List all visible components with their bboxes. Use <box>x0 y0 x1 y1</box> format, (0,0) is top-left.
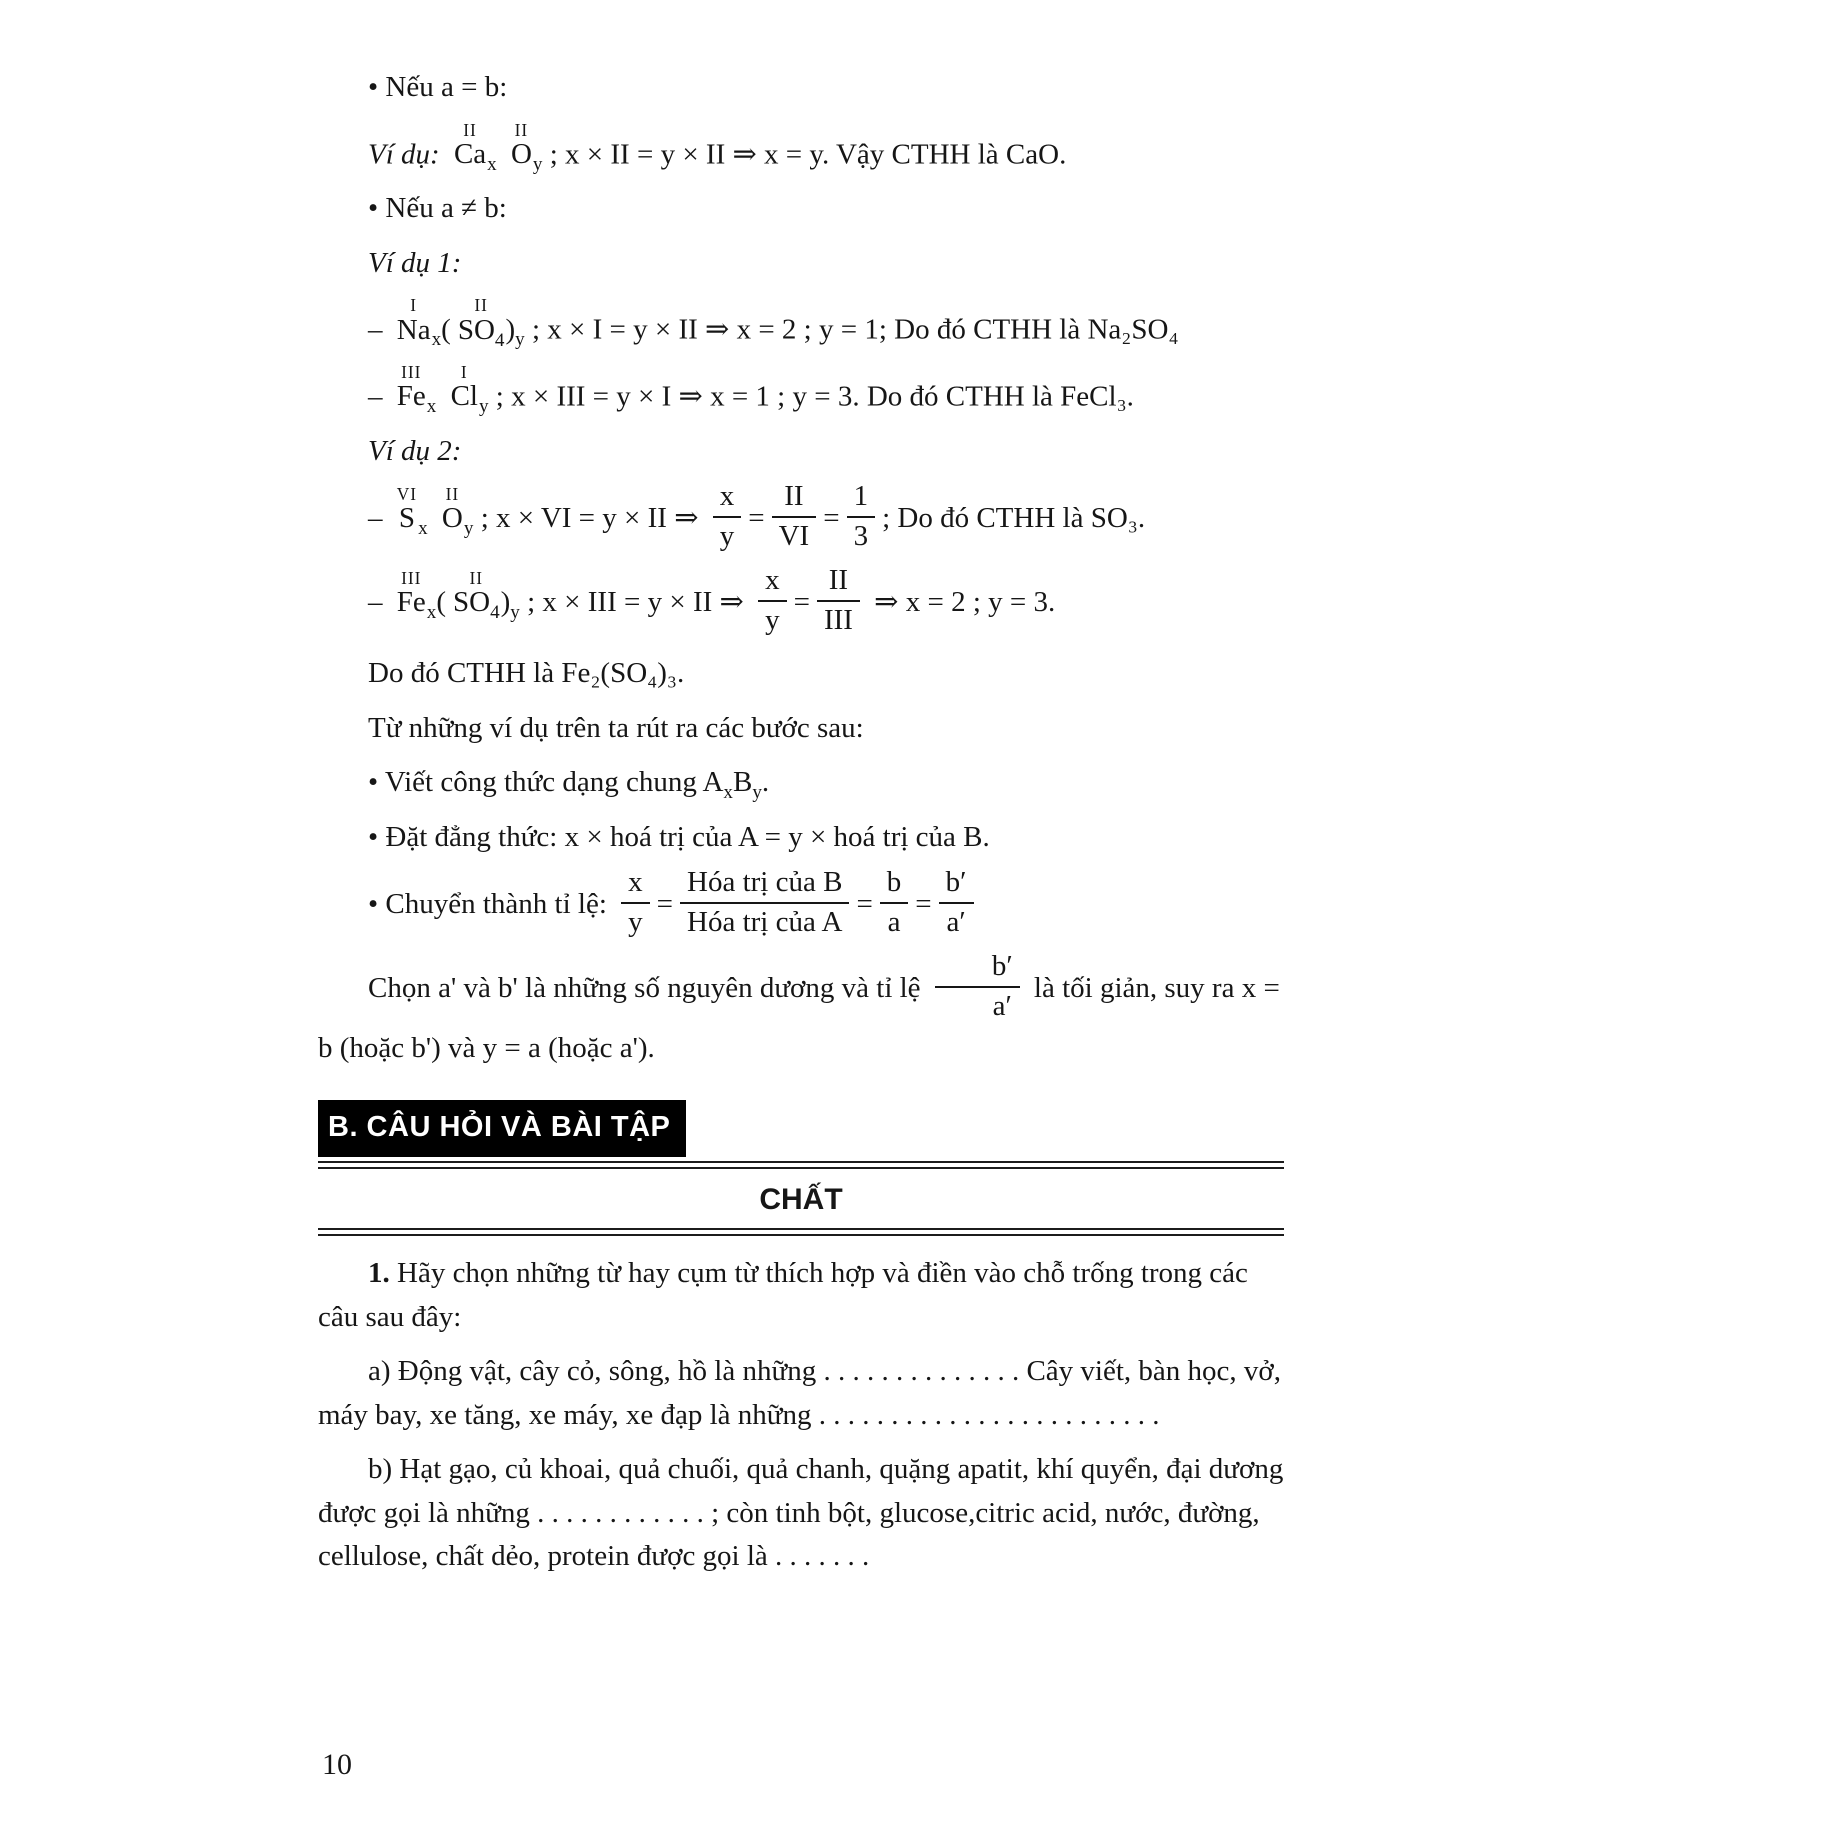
double-rule <box>318 1161 1284 1169</box>
numerator: b′ <box>939 865 974 903</box>
numerator: b <box>880 865 909 903</box>
valence-numeral: III <box>401 568 422 589</box>
dash: – <box>368 502 383 535</box>
subscript-x: x <box>723 781 733 803</box>
group-text: SO <box>457 313 495 346</box>
valence-numeral: VI <box>396 484 418 505</box>
example-so3-line <box>318 480 1284 557</box>
numerator: Hóa trị của B <box>680 865 849 903</box>
numerator: II <box>772 479 817 517</box>
rule-a-not-equal-b: • Nếu a ≠ b: <box>368 192 507 225</box>
denominator: III <box>823 603 853 636</box>
dash: – <box>368 586 383 619</box>
fraction-ii-vi <box>772 479 817 552</box>
subscript-x: x <box>487 153 497 175</box>
paren-open: ( <box>436 586 446 619</box>
valence-numeral: II <box>514 119 529 140</box>
valence-numeral: II <box>474 295 488 316</box>
valence-numeral: II <box>463 119 477 140</box>
group-text: SO <box>452 586 491 619</box>
numerator: x <box>758 563 787 601</box>
valence-numeral: I <box>460 362 468 383</box>
choose-paragraph <box>318 950 1284 1070</box>
step-equality: • Đặt đẳng thức: x × hoá trị của A = y × hoá trị của B. <box>368 820 990 853</box>
paren-close: ) <box>500 586 511 619</box>
denominator: a <box>887 905 901 938</box>
step-ratio <box>318 866 1284 943</box>
equation-text: ; x × III = y × II ⇒ <box>527 586 744 619</box>
denominator: VI <box>778 519 810 552</box>
example-fe2so43-line <box>318 564 1284 641</box>
subscript-x: x <box>426 396 437 418</box>
denominator: Hóa trị của A <box>687 905 843 938</box>
element-symbol: S <box>398 502 415 535</box>
equation-text: ; x × II = y × II ⇒ x = y. Vậy CTHH là CaO. <box>549 137 1067 170</box>
step-text: . <box>761 766 770 799</box>
element-symbol: Fe <box>396 380 426 413</box>
fraction-x-y <box>713 479 742 552</box>
equals-sign: = <box>823 502 840 535</box>
step-text: • Chuyển thành tỉ lệ: <box>368 888 607 921</box>
valence-numeral: I <box>410 295 418 316</box>
textbook-page-content <box>318 66 1284 1590</box>
equation-text: ⇒ x = 2 ; y = 3. <box>874 586 1056 619</box>
group-so4-with-valence <box>452 568 500 624</box>
denominator: a′ <box>992 989 1012 1022</box>
vi-du-1-label: Ví dụ 1: <box>368 246 462 279</box>
step-write-formula <box>318 761 1284 805</box>
valence-numeral: II <box>469 568 484 589</box>
subscript-y: y <box>515 329 525 351</box>
numerator: II <box>817 563 860 601</box>
element-na-with-valence <box>397 296 431 346</box>
equation-text: ; Do đó CTHH là SO₃. <box>882 502 1146 535</box>
denominator: y <box>765 603 780 636</box>
conclusion-fe2so43: Do đó CTHH là Fe₂(SO₄)₃. <box>368 657 685 690</box>
denominator: y <box>719 519 735 552</box>
step-text: B <box>732 766 753 799</box>
group-symbol <box>452 586 500 624</box>
subscript-x: x <box>426 602 437 624</box>
denominator: y <box>628 905 643 938</box>
equation-text: ; x × VI = y × II ⇒ <box>480 502 699 535</box>
numerator: 1 <box>847 479 876 517</box>
equals-sign: = <box>656 888 674 921</box>
element-fe-with-valence <box>397 363 426 413</box>
fraction-x-y <box>621 865 650 938</box>
double-rule <box>318 1228 1284 1236</box>
element-symbol: Na <box>396 313 431 346</box>
question-number: 1. <box>368 1257 390 1290</box>
example-fecl3-line <box>318 363 1284 419</box>
vi-du-label: Ví dụ: <box>368 137 440 170</box>
question-1a: a) Động vật, cây cỏ, sông, hồ là những . . . . . . . . . . . . . . Cây viết, bàn học, vở, máy bay, xe tăng, xe máy, xe đạp là những . . . . . . . . . . . . . . . . . . . . . . . . <box>318 1355 1281 1431</box>
valence-numeral: III <box>401 362 422 383</box>
example-na2so4-line <box>318 296 1284 352</box>
element-symbol: Fe <box>396 586 426 619</box>
element-symbol: O <box>441 502 463 535</box>
equals-sign: = <box>748 502 765 535</box>
paren-open: ( <box>441 313 451 346</box>
subscript-4: 4 <box>490 602 500 624</box>
element-o-with-valence <box>442 485 463 535</box>
group-symbol <box>457 313 505 351</box>
dash: – <box>368 313 383 346</box>
element-o-with-valence <box>511 121 532 171</box>
denominator: a′ <box>946 905 966 938</box>
fraction-bprime-aprime <box>935 949 1020 1022</box>
group-so4-with-valence <box>457 295 505 351</box>
fraction-b-a <box>880 865 909 938</box>
subscript-x: x <box>431 329 442 351</box>
equation-text: ; x × I = y × II ⇒ x = 2 ; y = 1; Do đó CTHH là Na₂SO₄ <box>531 313 1179 346</box>
chat-section-title: CHẤT <box>759 1183 843 1217</box>
equation-text: ; x × III = y × I ⇒ x = 1 ; y = 3. Do đó CTHH là FeCl₃. <box>495 380 1134 413</box>
equals-sign: = <box>856 888 873 921</box>
element-s-with-valence <box>397 485 417 535</box>
page-number: 10 <box>322 1748 352 1781</box>
valence-numeral: II <box>445 484 460 505</box>
fraction-bprime-aprime <box>939 865 974 938</box>
paren-close: ) <box>505 313 516 346</box>
example-cao-line <box>318 121 1284 177</box>
subscript-y: y <box>463 518 474 540</box>
subscript-y: y <box>478 396 489 418</box>
step-text: • Viết công thức dạng chung A <box>368 766 724 799</box>
equals-sign: = <box>793 586 810 619</box>
question-1 <box>318 1252 1284 1339</box>
paragraph-text: là tối giản, suy ra x = b (hoặc b') và y = a (hoặc a'). <box>318 972 1280 1065</box>
fraction-x-y <box>758 563 787 636</box>
equals-sign: = <box>915 888 932 921</box>
element-ca-with-valence <box>454 121 486 171</box>
element-fe-with-valence <box>397 569 426 619</box>
subscript-y: y <box>532 153 543 175</box>
paragraph-text: Chọn a' và b' là những số nguyên dương và tỉ lệ <box>368 972 921 1005</box>
question-text: Hãy chọn những từ hay cụm từ thích hợp và điền vào chỗ trống trong các câu sau đây: <box>318 1257 1248 1333</box>
element-symbol: O <box>510 137 532 170</box>
element-symbol: Cl <box>450 380 478 413</box>
question-1b: b) Hạt gạo, củ khoai, quả chuối, quả chanh, quặng apatit, khí quyển, đại dương được gọi là những . . . . . . . . . . . . ; còn tinh bột, glucose,citric acid, nước, đường, cellulose, chất dẻo, protein được gọi là . . . . . . . <box>318 1453 1284 1573</box>
subscript-x: x <box>418 518 428 540</box>
dash: – <box>368 380 383 413</box>
fraction-hoa-tri <box>680 865 849 938</box>
element-symbol: Ca <box>453 137 487 170</box>
section-b-header: B. CÂU HỎI VÀ BÀI TẬP <box>318 1100 686 1158</box>
rule-a-equals-b: • Nếu a = b: <box>368 71 508 103</box>
subscript-y: y <box>510 602 520 624</box>
fraction-1-3 <box>847 479 876 552</box>
subscript-4: 4 <box>494 329 505 351</box>
element-cl-with-valence <box>451 363 478 413</box>
numerator: x <box>713 479 742 517</box>
fraction-ii-iii <box>817 563 860 636</box>
vi-du-2-label: Ví dụ 2: <box>368 434 462 467</box>
denominator: 3 <box>853 519 869 552</box>
numerator: b′ <box>935 949 1020 987</box>
subscript-y: y <box>752 781 762 803</box>
numerator: x <box>621 865 650 903</box>
steps-intro: Từ những ví dụ trên ta rút ra các bước sau: <box>368 711 864 744</box>
